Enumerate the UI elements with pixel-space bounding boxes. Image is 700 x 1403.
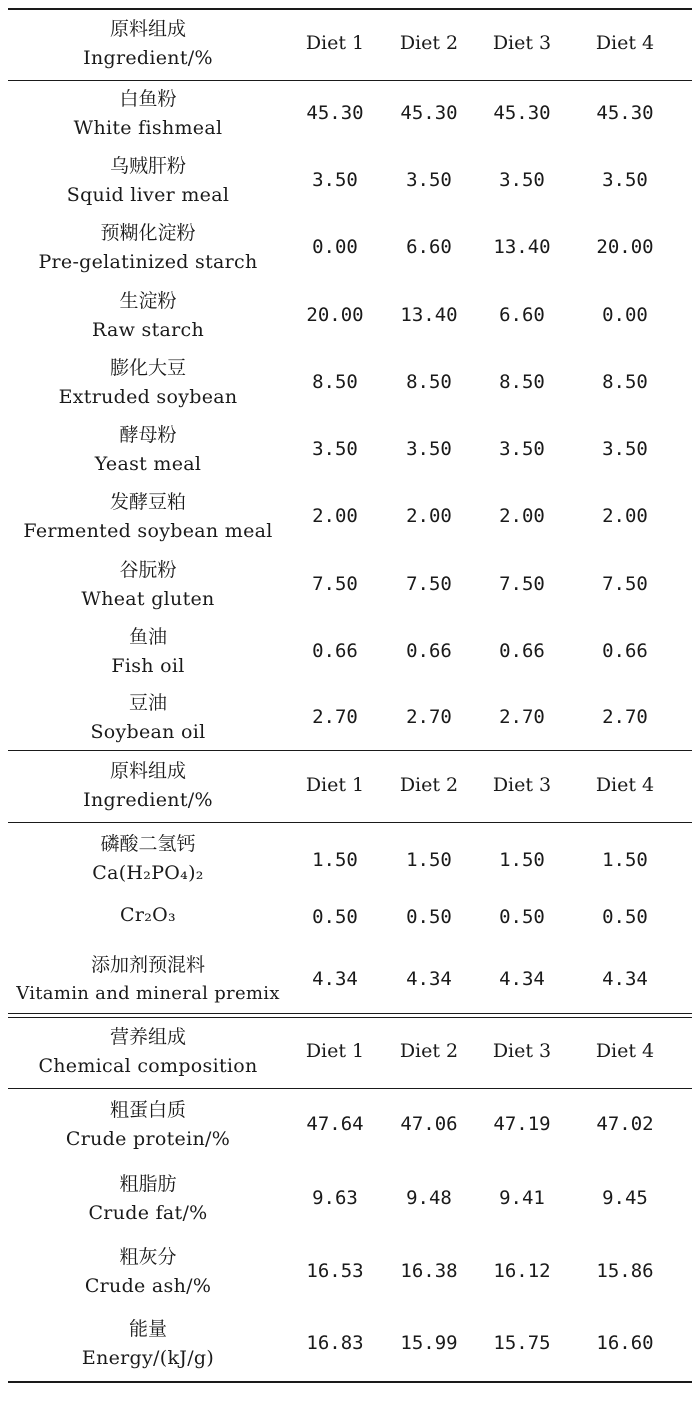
header-diet-3: Diet 3 xyxy=(492,32,552,54)
cell-value: 2.70 xyxy=(499,706,545,728)
cell-value: 16.53 xyxy=(306,1260,364,1282)
row-label-cn: 膨化大豆 xyxy=(109,357,186,379)
row-label-en: Yeast meal xyxy=(94,453,202,475)
header-ingredient-cn: 原料组成 xyxy=(109,18,186,40)
cell-value: 16.38 xyxy=(400,1260,458,1282)
row-label-en: Vitamin and mineral premix xyxy=(16,983,280,1004)
cell-value: 3.50 xyxy=(602,438,648,460)
header-diet-1: Diet 1 xyxy=(305,32,365,54)
header-ingredient-cn: 原料组成 xyxy=(109,760,186,782)
row-label-en: Ca(H₂PO₄)₂ xyxy=(92,862,204,884)
cell-value: 4.34 xyxy=(602,968,648,990)
cell-value: 0.66 xyxy=(406,640,452,662)
header-composition-cn: 营养组成 xyxy=(109,1026,186,1048)
cell-value: 0.00 xyxy=(602,304,648,326)
cell-value: 6.60 xyxy=(406,236,452,258)
cell-value: 0.50 xyxy=(602,906,648,928)
section-2-end-rule-b xyxy=(8,1017,692,1018)
cell-value: 3.50 xyxy=(499,438,545,460)
cell-value: 15.75 xyxy=(493,1332,551,1354)
header-composition-en: Chemical composition xyxy=(38,1055,258,1077)
cell-value: 16.12 xyxy=(493,1260,551,1282)
cell-value: 3.50 xyxy=(312,169,358,191)
cell-value: 16.83 xyxy=(306,1332,364,1354)
row-label-en: Cr₂O₃ xyxy=(120,904,176,926)
row-label-cn: 白鱼粉 xyxy=(119,88,177,110)
row-label-en: Soybean oil xyxy=(90,721,206,743)
row-label-en: Crude fat/% xyxy=(88,1202,208,1224)
cell-value: 2.00 xyxy=(602,505,648,527)
cell-value: 9.45 xyxy=(602,1187,648,1209)
cell-value: 3.50 xyxy=(406,169,452,191)
cell-value: 8.50 xyxy=(406,371,452,393)
cell-value: 45.30 xyxy=(596,102,654,124)
header-diet-2: Diet 2 xyxy=(399,774,459,796)
cell-value: 20.00 xyxy=(306,304,364,326)
cell-value: 47.02 xyxy=(596,1113,654,1135)
cell-value: 9.48 xyxy=(406,1187,452,1209)
header-3-rule xyxy=(8,1088,692,1089)
header-ingredient-en: Ingredient/% xyxy=(83,47,213,69)
row-label-cn: 粗蛋白质 xyxy=(109,1099,186,1121)
cell-value: 2.70 xyxy=(312,706,358,728)
cell-value: 6.60 xyxy=(499,304,545,326)
row-label-cn: 能量 xyxy=(128,1318,167,1340)
cell-value: 0.50 xyxy=(406,906,452,928)
cell-value: 0.66 xyxy=(602,640,648,662)
row-label-en: White fishmeal xyxy=(73,117,223,139)
row-label-en: Raw starch xyxy=(91,319,205,341)
section-2-end-rule-a xyxy=(8,1013,692,1014)
cell-value: 47.06 xyxy=(400,1113,458,1135)
row-label-cn: 豆油 xyxy=(128,692,167,714)
cell-value: 2.70 xyxy=(406,706,452,728)
cell-value: 47.19 xyxy=(493,1113,551,1135)
table-top-rule xyxy=(8,8,692,10)
header-diet-2: Diet 2 xyxy=(399,1040,459,1062)
cell-value: 20.00 xyxy=(596,236,654,258)
row-label-cn: 预糊化淀粉 xyxy=(100,222,196,244)
header-ingredient xyxy=(8,14,288,69)
header-diet-3: Diet 3 xyxy=(492,1040,552,1062)
header-diet-4: Diet 4 xyxy=(595,774,655,796)
row-label-cn: 添加剂预混料 xyxy=(90,954,205,976)
row-label-en: Crude ash/% xyxy=(84,1275,212,1297)
row-label-en: Fish oil xyxy=(111,655,185,677)
row-label-en: Crude protein/% xyxy=(65,1128,231,1150)
header-diet-1: Diet 1 xyxy=(305,774,365,796)
cell-value: 7.50 xyxy=(406,573,452,595)
header-diet-4: Diet 4 xyxy=(595,32,655,54)
cell-value: 3.50 xyxy=(406,438,452,460)
cell-value: 1.50 xyxy=(499,849,545,871)
row-label-cn: 生淀粉 xyxy=(119,290,177,312)
row-label-en: Wheat gluten xyxy=(81,588,215,610)
cell-value: 8.50 xyxy=(499,371,545,393)
cell-value: 47.64 xyxy=(306,1113,364,1135)
row-label-en: Extruded soybean xyxy=(58,386,238,408)
cell-value: 15.86 xyxy=(596,1260,654,1282)
cell-value: 8.50 xyxy=(602,371,648,393)
cell-value: 9.41 xyxy=(499,1187,545,1209)
cell-value: 2.00 xyxy=(312,505,358,527)
header-ingredient-en: Ingredient/% xyxy=(83,789,213,811)
cell-value: 3.50 xyxy=(602,169,648,191)
row-label-cn: 鱼油 xyxy=(128,626,167,648)
cell-value: 1.50 xyxy=(406,849,452,871)
cell-value: 4.34 xyxy=(312,968,358,990)
header-2-rule xyxy=(8,822,692,823)
row-label-en: Fermented soybean meal xyxy=(23,520,273,542)
cell-value: 45.30 xyxy=(400,102,458,124)
cell-value: 13.40 xyxy=(400,304,458,326)
cell-value: 7.50 xyxy=(312,573,358,595)
cell-value: 13.40 xyxy=(493,236,551,258)
row-label-cn: 粗脂肪 xyxy=(119,1173,177,1195)
cell-value: 8.50 xyxy=(312,371,358,393)
cell-value: 2.00 xyxy=(499,505,545,527)
cell-value: 3.50 xyxy=(312,438,358,460)
header-diet-3: Diet 3 xyxy=(492,774,552,796)
cell-value: 1.50 xyxy=(602,849,648,871)
cell-value: 9.63 xyxy=(312,1187,358,1209)
header-diet-2: Diet 2 xyxy=(399,32,459,54)
row-label-en: Energy/(kJ/g) xyxy=(81,1347,215,1369)
cell-value: 0.66 xyxy=(499,640,545,662)
cell-value: 4.34 xyxy=(499,968,545,990)
cell-value: 0.66 xyxy=(312,640,358,662)
cell-value: 4.34 xyxy=(406,968,452,990)
cell-value: 15.99 xyxy=(400,1332,458,1354)
row-label-cn: 磷酸二氢钙 xyxy=(100,833,196,855)
row-label-en: Pre-gelatinized starch xyxy=(38,251,258,273)
header-diet-1: Diet 1 xyxy=(305,1040,365,1062)
header-1-rule xyxy=(8,80,692,81)
cell-value: 7.50 xyxy=(499,573,545,595)
row-label-en: Squid liver meal xyxy=(66,184,230,206)
row-label-cn: 粗灰分 xyxy=(119,1246,177,1268)
cell-value: 1.50 xyxy=(312,849,358,871)
cell-value: 2.70 xyxy=(602,706,648,728)
row-label-cn: 谷朊粉 xyxy=(119,559,177,581)
row-label-cn: 发酵豆粕 xyxy=(109,491,186,513)
header-diet-4: Diet 4 xyxy=(595,1040,655,1062)
section-1-end-rule xyxy=(8,750,692,751)
cell-value: 16.60 xyxy=(596,1332,654,1354)
cell-value: 45.30 xyxy=(306,102,364,124)
cell-value: 45.30 xyxy=(493,102,551,124)
cell-value: 0.50 xyxy=(499,906,545,928)
cell-value: 0.00 xyxy=(312,236,358,258)
table-bottom-rule xyxy=(8,1381,692,1383)
cell-value: 3.50 xyxy=(499,169,545,191)
cell-value: 2.00 xyxy=(406,505,452,527)
row-label-cn: 乌贼肝粉 xyxy=(109,155,186,177)
row-label-cn: 酵母粉 xyxy=(119,424,177,446)
cell-value: 7.50 xyxy=(602,573,648,595)
cell-value: 0.50 xyxy=(312,906,358,928)
